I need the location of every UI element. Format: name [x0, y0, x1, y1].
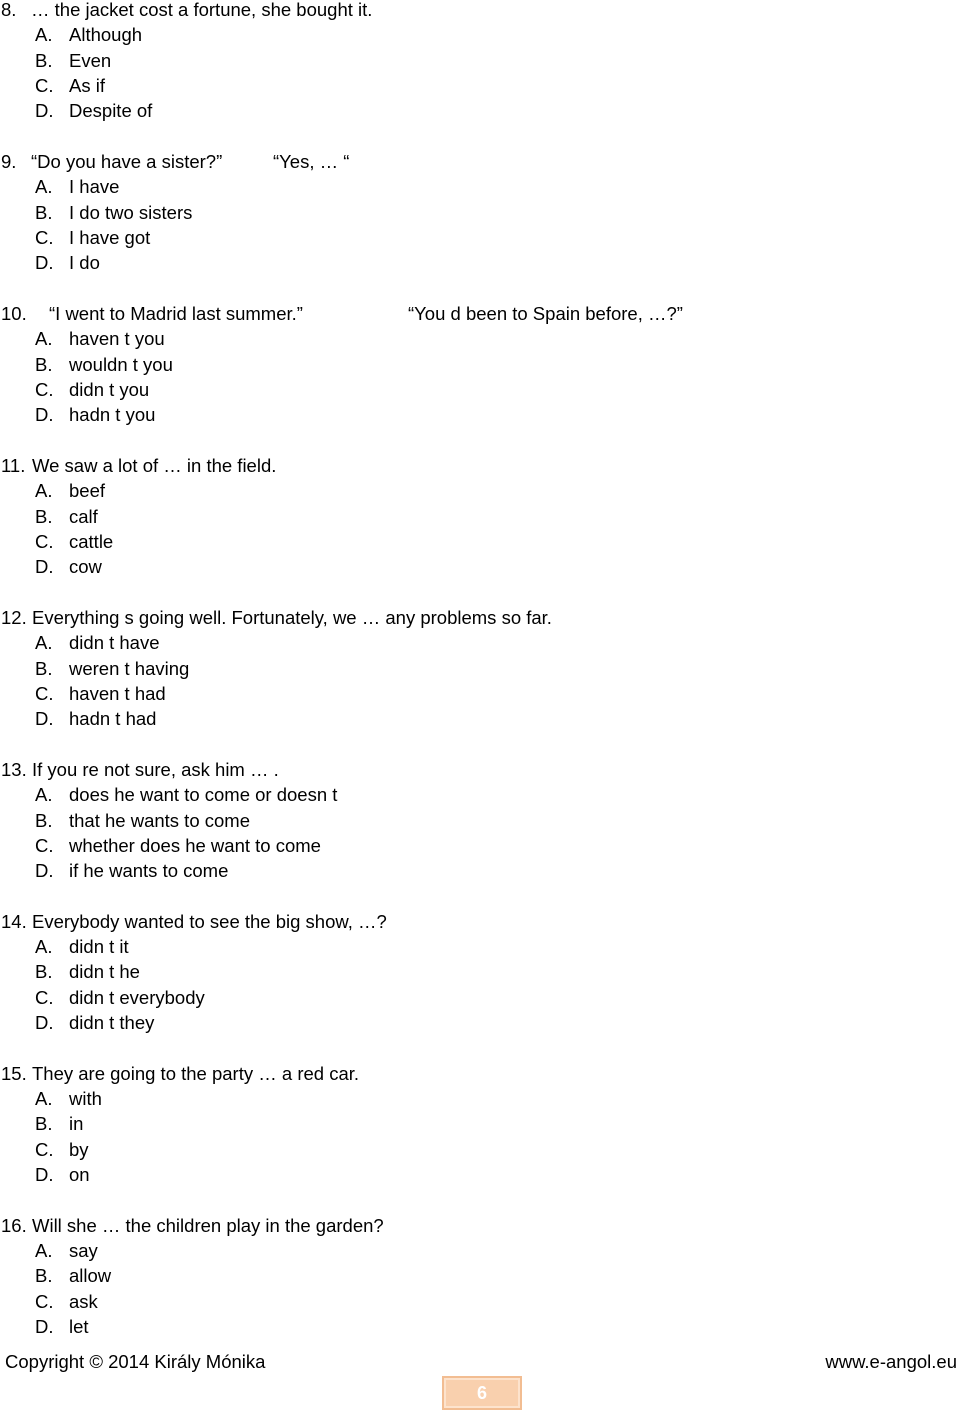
question-14-line	[1, 909, 931, 934]
worksheet-body	[1, 0, 931, 1365]
option-letter: D.	[35, 1164, 54, 1186]
option-letter: C.	[35, 378, 54, 400]
option-letter: A.	[35, 328, 53, 350]
question-12-option-d	[1, 706, 931, 731]
option-letter: C.	[35, 74, 54, 96]
option-text: on	[69, 1164, 90, 1186]
question-11-option-c	[1, 529, 931, 554]
option-letter: D.	[35, 860, 54, 882]
footer-copyright: Copyright © 2014 Király Mónika	[5, 1351, 266, 1372]
question-number: 12.	[1, 606, 27, 628]
question-stem: They are going to the party … a red car.	[32, 1062, 360, 1084]
option-text: Although	[69, 24, 143, 46]
question-8-option-a	[1, 22, 931, 47]
option-letter: B.	[35, 201, 53, 223]
question-15-line	[1, 1061, 931, 1086]
question-11-option-d	[1, 554, 931, 579]
option-letter: A.	[35, 176, 53, 198]
question-14-option-a	[1, 934, 931, 959]
option-letter: D.	[35, 1012, 54, 1034]
option-text: I have	[69, 176, 120, 198]
option-text: does he want to come or doesn t	[69, 784, 338, 806]
option-text: I do two sisters	[69, 201, 193, 223]
option-text: say	[69, 1240, 98, 1262]
question-12-option-a	[1, 630, 931, 655]
question-12	[1, 605, 931, 732]
option-letter: A.	[35, 24, 53, 46]
option-text: beef	[69, 480, 106, 502]
option-letter: B.	[35, 961, 53, 983]
option-letter: A.	[35, 1088, 53, 1110]
question-9-option-a	[1, 174, 931, 199]
question-12-option-c	[1, 681, 931, 706]
option-letter: A.	[35, 632, 53, 654]
question-response: “Yes, … “	[273, 150, 350, 172]
question-response: “You d been to Spain before, …?”	[408, 302, 683, 324]
question-12-line	[1, 605, 931, 630]
question-stem: Everybody wanted to see the big show, …?	[32, 910, 387, 932]
question-stem: We saw a lot of … in the field.	[32, 454, 277, 476]
question-number: 14.	[1, 910, 27, 932]
option-letter: A.	[35, 480, 53, 502]
question-number: 16.	[1, 1214, 27, 1236]
question-15-option-d	[1, 1162, 931, 1187]
option-text: allow	[69, 1265, 112, 1287]
option-text: that he wants to come	[69, 809, 250, 831]
question-9	[1, 149, 931, 276]
option-text: I do	[69, 252, 100, 274]
option-letter: C.	[35, 226, 54, 248]
option-text: Despite of	[69, 100, 153, 122]
question-13-line	[1, 757, 931, 782]
question-stem: … the jacket cost a fortune, she bought it.	[31, 0, 373, 20]
question-15	[1, 1061, 931, 1188]
footer-website: www.e-angol.eu	[825, 1351, 957, 1372]
option-text: calf	[69, 505, 98, 527]
question-16-option-d	[1, 1314, 931, 1339]
option-letter: A.	[35, 936, 53, 958]
question-16	[1, 1213, 931, 1340]
question-8-option-d	[1, 98, 931, 123]
page-number-badge: 6	[442, 1376, 522, 1410]
option-letter: C.	[35, 986, 54, 1008]
option-text: let	[69, 1316, 89, 1338]
question-10-line	[1, 301, 931, 326]
option-text: cattle	[69, 530, 114, 552]
question-13-option-a	[1, 782, 931, 807]
question-number: 15.	[1, 1062, 27, 1084]
question-15-option-b	[1, 1111, 931, 1136]
option-letter: B.	[35, 1265, 53, 1287]
question-11-option-a	[1, 478, 931, 503]
option-text: didn t they	[69, 1012, 155, 1034]
option-text: in	[69, 1113, 84, 1135]
question-stem: Everything s going well. Fortunately, we … any problems so far.	[32, 606, 552, 628]
question-10-option-c	[1, 377, 931, 402]
question-15-option-a	[1, 1086, 931, 1111]
question-number: 9.	[1, 150, 17, 172]
question-11-line	[1, 453, 931, 478]
question-10-option-d	[1, 402, 931, 427]
option-text: Even	[69, 49, 112, 71]
question-stem: “Do you have a sister?”	[31, 150, 223, 172]
question-8-option-b	[1, 48, 931, 73]
question-14-option-c	[1, 985, 931, 1010]
question-11-option-b	[1, 504, 931, 529]
option-letter: D.	[35, 252, 54, 274]
question-10-option-a	[1, 326, 931, 351]
question-15-option-c	[1, 1137, 931, 1162]
option-letter: D.	[35, 1316, 54, 1338]
option-text: with	[69, 1088, 102, 1110]
question-14	[1, 909, 931, 1036]
option-letter: C.	[35, 530, 54, 552]
option-text: As if	[69, 74, 105, 96]
option-letter: B.	[35, 505, 53, 527]
question-12-option-b	[1, 656, 931, 681]
option-letter: B.	[35, 657, 53, 679]
question-9-option-d	[1, 250, 931, 275]
option-text: ask	[69, 1290, 98, 1312]
question-16-line	[1, 1213, 931, 1238]
option-text: didn t he	[69, 961, 140, 983]
question-9-option-b	[1, 200, 931, 225]
question-13-option-b	[1, 808, 931, 833]
question-stem: If you re not sure, ask him … .	[32, 758, 279, 780]
option-letter: C.	[35, 1290, 54, 1312]
question-stem: “I went to Madrid last summer.”	[49, 302, 303, 324]
question-14-option-b	[1, 959, 931, 984]
option-text: didn t have	[69, 632, 160, 654]
question-9-line	[1, 149, 931, 174]
option-text: cow	[69, 556, 102, 578]
option-letter: C.	[35, 1138, 54, 1160]
question-10	[1, 301, 931, 428]
question-14-option-d	[1, 1010, 931, 1035]
option-letter: C.	[35, 682, 54, 704]
option-letter: B.	[35, 353, 53, 375]
option-text: hadn t you	[69, 404, 156, 426]
option-letter: B.	[35, 1113, 53, 1135]
option-letter: A.	[35, 784, 53, 806]
question-10-option-b	[1, 352, 931, 377]
option-text: haven t had	[69, 682, 166, 704]
option-text: wouldn t you	[69, 353, 173, 375]
question-number: 13.	[1, 758, 27, 780]
question-8-line	[1, 0, 931, 22]
question-8	[1, 0, 931, 124]
question-8-option-c	[1, 73, 931, 98]
option-letter: A.	[35, 1240, 53, 1262]
option-letter: D.	[35, 100, 54, 122]
question-13-option-d	[1, 858, 931, 883]
option-text: didn t everybody	[69, 986, 205, 1008]
option-letter: D.	[35, 404, 54, 426]
question-16-option-a	[1, 1238, 931, 1263]
option-text: whether does he want to come	[69, 834, 321, 856]
question-13-option-c	[1, 833, 931, 858]
option-letter: D.	[35, 556, 54, 578]
question-number: 11.	[1, 454, 26, 476]
option-text: if he wants to come	[69, 860, 229, 882]
question-16-option-c	[1, 1289, 931, 1314]
question-stem: Will she … the children play in the garden?	[32, 1214, 384, 1236]
option-text: didn t you	[69, 378, 150, 400]
question-number: 10.	[1, 302, 27, 324]
option-text: hadn t had	[69, 708, 157, 730]
option-letter: B.	[35, 809, 53, 831]
option-text: didn t it	[69, 936, 129, 958]
question-16-option-b	[1, 1263, 931, 1288]
question-13	[1, 757, 931, 884]
option-text: haven t you	[69, 328, 165, 350]
question-number: 8.	[1, 0, 17, 20]
option-text: I have got	[69, 226, 151, 248]
option-text: weren t having	[69, 657, 190, 679]
question-9-option-c	[1, 225, 931, 250]
option-text: by	[69, 1138, 89, 1160]
option-letter: C.	[35, 834, 54, 856]
option-letter: B.	[35, 49, 53, 71]
option-letter: D.	[35, 708, 54, 730]
question-11	[1, 453, 931, 580]
